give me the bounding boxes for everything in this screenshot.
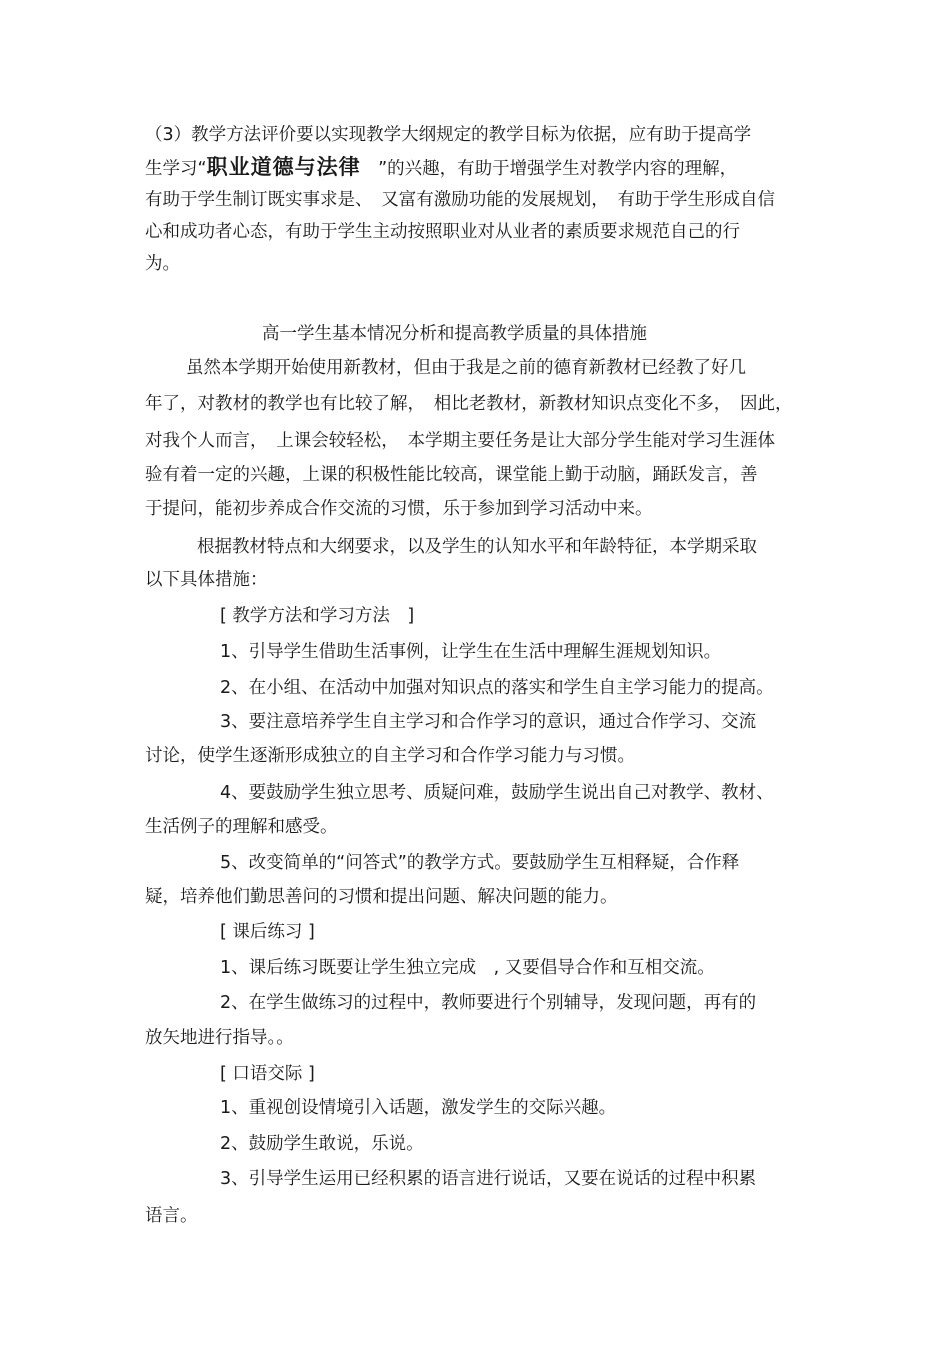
text-line: 于提问，能初步养成合作交流的习惯，乐于参加到学习活动中来。 (145, 499, 653, 519)
text-line: 验有着一定的兴趣，上课的积极性能比较高，课堂能上勤于动脑，踊跃发言，善 (145, 465, 758, 485)
list-item-continuation: 疑，培养他们勤思善问的习惯和提出问题、解决问题的能力。 (145, 887, 618, 907)
section-heading: [ 口语交际 ] (220, 1064, 315, 1084)
text-fragment: 生学习“ (145, 159, 207, 179)
text-line: 心和成功者心态，有助于学生主动按照职业对从业者的素质要求规范自己的行 (145, 222, 740, 242)
text-line (145, 156, 737, 180)
text-line: 根据教材特点和大纲要求，以及学生的认知水平和年龄特征，本学期采取 (197, 537, 757, 557)
course-name: 职业道德与法律 (206, 155, 361, 179)
list-item-continuation: 生活例子的理解和感受。 (145, 817, 338, 837)
section-heading: [ 教学方法和学习方法 ] (220, 606, 415, 626)
list-item: 1、引导学生借助生活事例，让学生在生活中理解生涯规划知识。 (220, 642, 722, 662)
text-line: 年了，对教材的教学也有比较了解， 相比老教材，新教材知识点变化不多， 因此， (145, 394, 793, 414)
text-line: 有助于学生制订既实事求是、 又富有激励功能的发展规划， 有助于学生形成自信 (145, 190, 775, 210)
text-line: 以下具体措施： (145, 570, 268, 590)
text-line: 虽然本学期开始使用新教材，但由于我是之前的德育新教材已经教了好几 (186, 358, 746, 378)
section-title: 高一学生基本情况分析和提高教学质量的具体措施 (262, 324, 647, 344)
list-item: 2、鼓励学生敢说，乐说。 (220, 1134, 424, 1154)
list-item: 1、课后练习既要让学生独立完成 , 又要倡导合作和互相交流。 (220, 958, 715, 978)
section-heading: [ 课后练习 ] (220, 922, 315, 942)
list-item: 3、引导学生运用已经积累的语言进行说话，又要在说话的过程中积累 (220, 1169, 757, 1189)
list-item: 5、改变简单的“问答式”的教学方式。要鼓励学生互相释疑，合作释 (220, 853, 740, 873)
list-item: 3、要注意培养学生自主学习和合作学习的意识，通过合作学习、交流 (220, 712, 757, 732)
list-item: 2、在小组、在活动中加强对知识点的落实和学生自主学习能力的提高。 (220, 678, 774, 698)
list-item: 1、重视创设情境引入话题，激发学生的交际兴趣。 (220, 1098, 617, 1118)
text-fragment: ”的兴趣，有助于增强学生对教学内容的理解， (360, 159, 738, 179)
list-item-continuation: 讨论，使学生逐渐形成独立的自主学习和合作学习能力与习惯。 (145, 746, 635, 766)
list-item-continuation: 放矢地进行指导。。 (145, 1028, 294, 1048)
list-item-continuation: 语言。 (145, 1206, 198, 1226)
list-item: 4、要鼓励学生独立思考、质疑问难，鼓励学生说出自己对教学、教材、 (220, 783, 774, 803)
text-line: 为。 (145, 254, 180, 274)
text-line: （3）教学方法评价要以实现教学大纲规定的教学目标为依据，应有助于提高学 (145, 125, 752, 145)
list-item: 2、在学生做练习的过程中，教师要进行个别辅导，发现问题，再有的 (220, 993, 757, 1013)
text-line: 对我个人而言， 上课会较轻松， 本学期主要任务是让大部分学生能对学习生涯体 (145, 431, 775, 451)
